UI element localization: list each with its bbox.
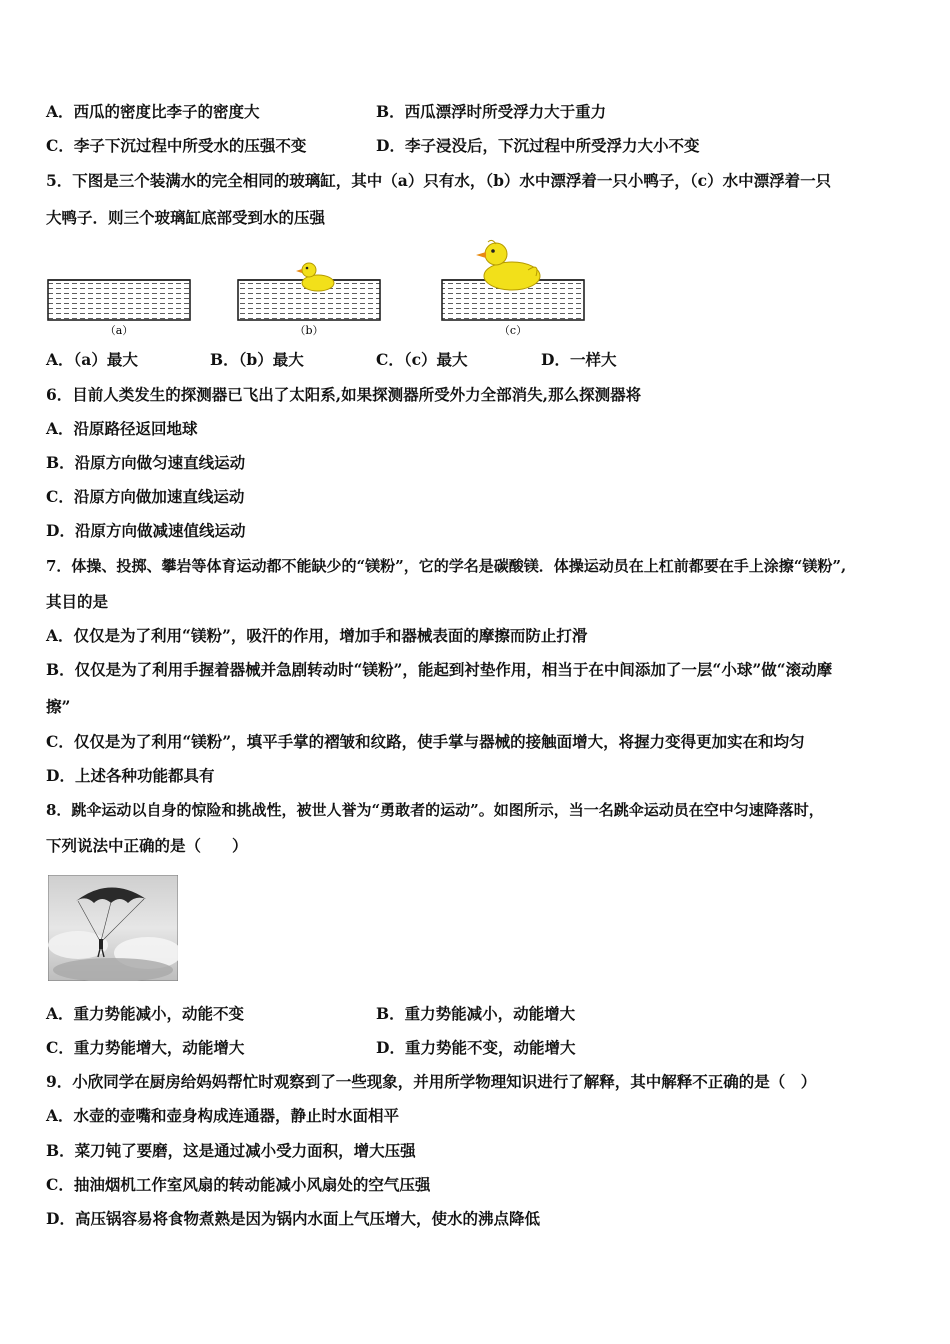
q6-option-b: B．沿原方向做匀速直线运动 [46,453,246,472]
q7-option-b-line-1: B．仅仅是为了利用手握着器械并急剧转动时“镁粉”，能起到衬垫作用，相当于在中间添加了一层“小球”做“滚动摩 [46,660,833,679]
parachute-photo [48,875,178,981]
q6-option-d: D．沿原方向做减速值线运动 [46,521,246,540]
q8-option-b: B．重力势能减小，动能增大 [376,1004,576,1023]
q9-stem: 9．小欣同学在厨房给妈妈帮忙时观察到了一些现象，并用所学物理知识进行了解释，其中解释不正确的是（ ） [46,1072,817,1091]
q6-stem: 6．目前人类发生的探测器已飞出了太阳系,如果探测器所受外力全部消失,那么探测器将 [46,385,642,404]
tank-label-c: （c） [498,324,528,337]
q7-option-d: D．上述各种功能都具有 [46,766,215,785]
q9-option-a: A．水壶的壶嘴和壶身构成连通器，静止时水面相平 [46,1106,400,1125]
q7-option-c: C．仅仅是为了利用“镁粉”，填平手掌的褶皱和纹路，使手掌与器械的接触面增大，将握力变得更加实在和均匀 [46,732,805,751]
q6-option-a: A．沿原路径返回地球 [46,419,198,438]
q5-stem-line-2: 大鸭子．则三个玻璃缸底部受到水的压强 [46,208,326,227]
q9-option-c: C．抽油烟机工作室风扇的转动能减小风扇处的空气压强 [46,1175,431,1194]
q6-option-c: C．沿原方向做加速直线运动 [46,487,245,506]
q8-option-a: A．重力势能减小，动能不变 [46,1004,245,1023]
q9-option-d: D．高压锅容易将食物煮熟是因为锅内水面上气压增大，使水的沸点降低 [46,1209,540,1228]
tank-a [48,280,190,320]
q5-option-c: C．（c）最大 [376,350,468,369]
q4-option-a: A．西瓜的密度比李子的密度大 [46,102,260,121]
q5-tanks-figure [40,236,600,342]
q7-stem-line-2: 其目的是 [46,592,109,611]
q4-option-c: C．李子下沉过程中所受水的压强不变 [46,136,307,155]
q4-option-b: B．西瓜漂浮时所受浮力大于重力 [376,102,607,121]
q9-option-b: B．菜刀钝了要磨，这是通过减小受力面积，增大压强 [46,1141,416,1160]
q8-stem-line-2: 下列说法中正确的是（ ） [46,836,248,855]
q7-option-b-line-2: 擦” [46,697,71,716]
tank-c [442,240,584,320]
q7-option-a: A．仅仅是为了利用“镁粉”，吸汗的作用，增加手和器械表面的摩擦而防止打滑 [46,626,588,645]
q8-stem-line-1: 8．跳伞运动以自身的惊险和挑战性，被世人誉为“勇敢者的运动”。如图所示，当一名跳伞运动员在空中匀速降落时， [46,801,824,819]
tank-b [238,263,380,320]
tank-label-a: （a） [104,324,134,337]
q5-option-b: B．（b）最大 [210,350,304,369]
tank-label-b: （b） [294,324,324,337]
q4-option-d: D．李子浸没后，下沉过程中所受浮力大小不变 [376,136,700,155]
q8-option-d: D．重力势能不变，动能增大 [376,1038,576,1057]
q7-stem-line-1: 7．体操、投掷、攀岩等体育运动都不能缺少的“镁粉”，它的学名是碳酸镁．体操运动员在上杠前都要在手上涂擦“镁粉”, [46,557,847,575]
q5-option-a: A．（a）最大 [46,350,138,369]
q8-option-c: C．重力势能增大，动能增大 [46,1038,245,1057]
q5-stem-line-1: 5．下图是三个装满水的完全相同的玻璃缸，其中（a）只有水，（b）水中漂浮着一只小鸭子，（c）水中漂浮着一只 [46,171,832,190]
q5-option-d: D．一样大 [541,350,617,369]
